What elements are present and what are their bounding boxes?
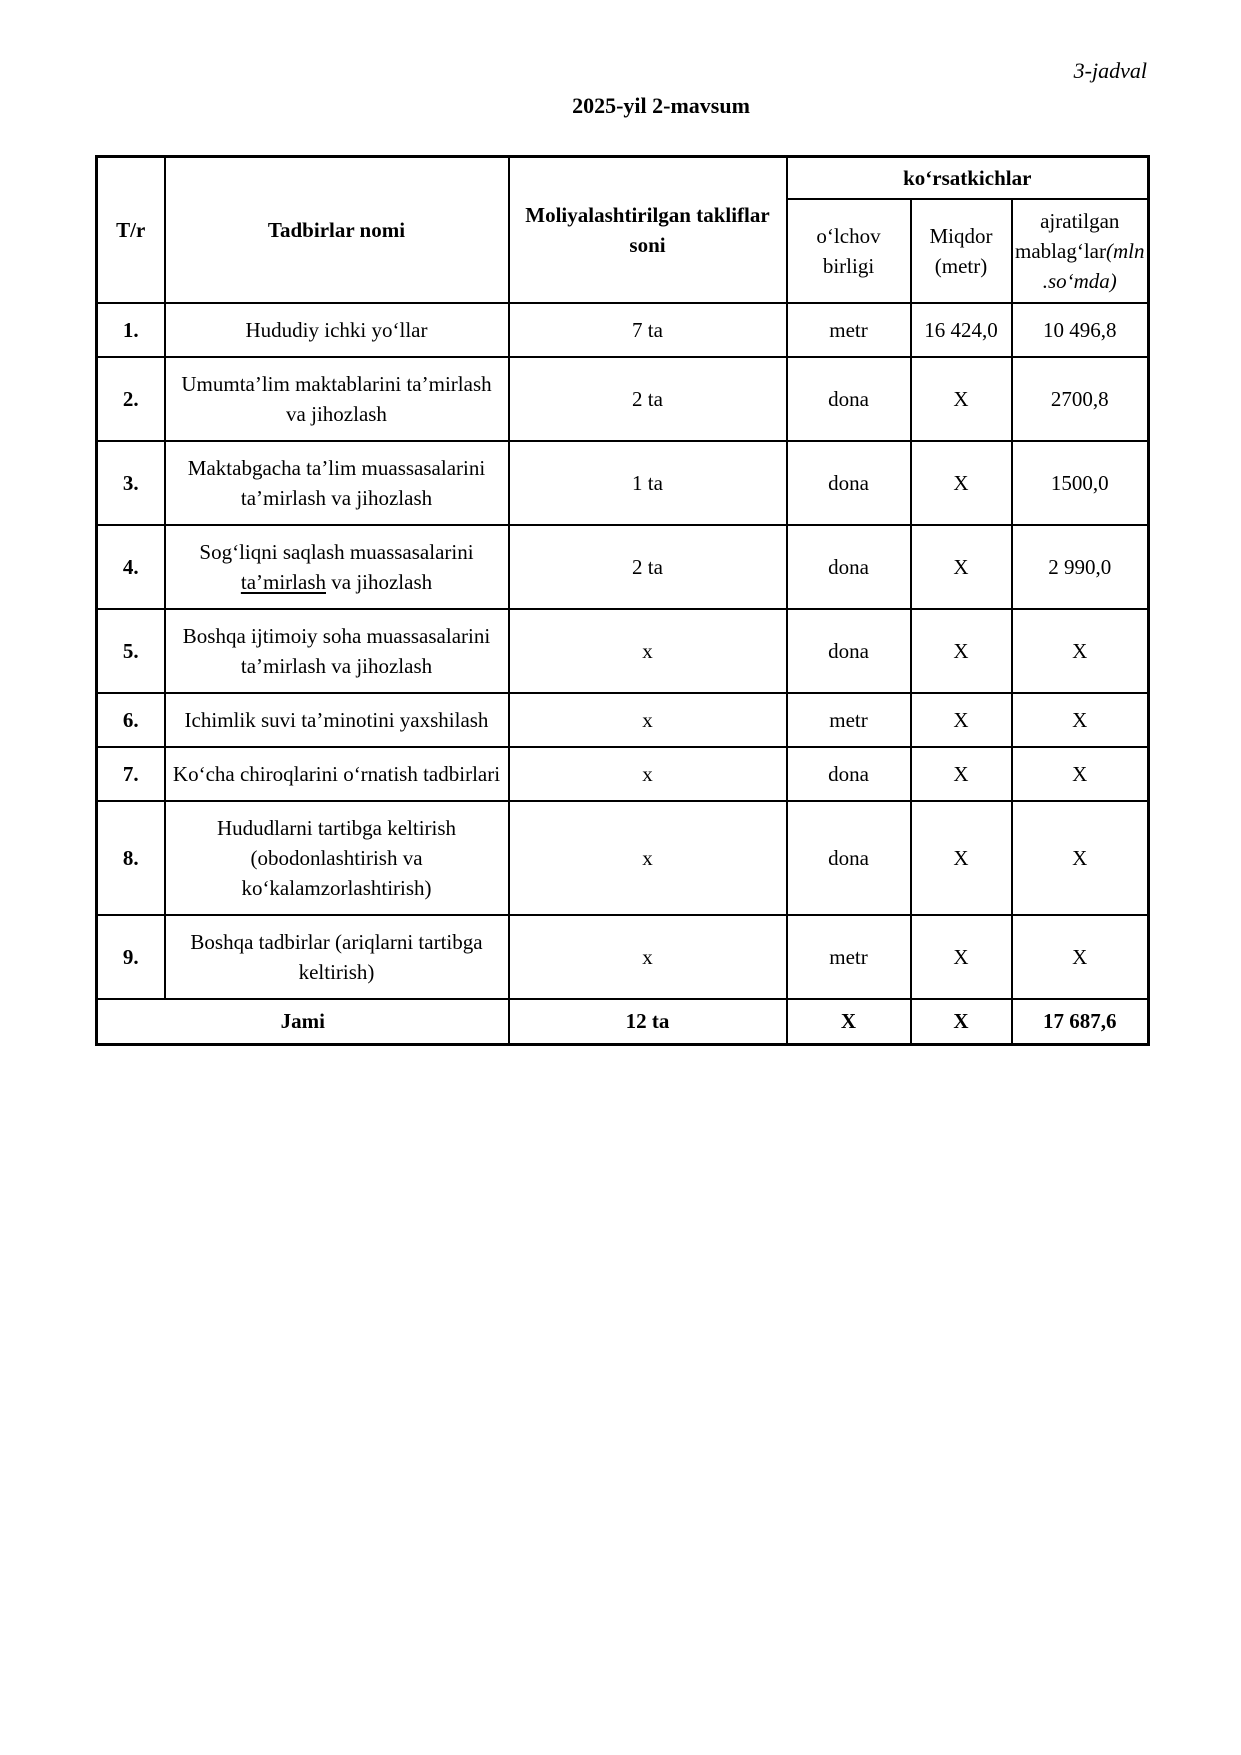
row-quantity: X [911, 801, 1012, 915]
row-unit: dona [787, 801, 911, 915]
row-unit: metr [787, 693, 911, 747]
row-proposals: x [509, 747, 787, 801]
header-cell-unit: o‘lchov birligi [787, 199, 911, 303]
row-number: 6. [97, 693, 165, 747]
row-proposals: x [509, 801, 787, 915]
row-name [165, 801, 509, 915]
table-row [97, 441, 1149, 525]
header-cell-name: Tadbirlar nomi [165, 157, 509, 303]
header-cell-proposals: Moliyalashtirilgan takliflar soni [509, 157, 787, 303]
total-proposals: 12 ta [509, 999, 787, 1045]
header-cell-quantity: Miqdor (metr) [911, 199, 1012, 303]
row-quantity: X [911, 525, 1012, 609]
row-name-segment: Boshqa tadbirlar (ariqlarni tartibga keltirish) [190, 929, 483, 984]
row-name-segment: Ichimlik suvi ta’minotini yaxshilash [184, 707, 489, 732]
row-unit: dona [787, 747, 911, 801]
row-proposals: 2 ta [509, 525, 787, 609]
row-unit: metr [787, 915, 911, 999]
row-unit: dona [787, 441, 911, 525]
table-row [97, 915, 1149, 999]
row-number: 7. [97, 747, 165, 801]
table-row [97, 303, 1149, 357]
header-funds-italic-text: (mln.so‘mda) [1042, 238, 1145, 293]
row-proposals: x [509, 609, 787, 693]
row-name-segment: va jihozlash [326, 569, 433, 594]
row-name [165, 357, 509, 441]
table-header [97, 157, 1149, 303]
table-row [97, 747, 1149, 801]
row-funds: X [1012, 747, 1149, 801]
row-name-segment: Ko‘cha chiroqlarini o‘rnatish tadbirlari [172, 761, 501, 786]
row-unit: dona [787, 609, 911, 693]
row-name-segment: Sog‘liqni saqlash muassasalarini [199, 539, 474, 564]
row-unit: metr [787, 303, 911, 357]
row-unit: dona [787, 357, 911, 441]
row-name-segment: Hududiy ichki yo‘llar [245, 317, 428, 342]
row-quantity: X [911, 357, 1012, 441]
row-name-segment: Maktabgacha ta’lim muassasalarini ta’mirlash va jihozlash [187, 455, 486, 510]
row-funds: X [1012, 609, 1149, 693]
table-row [97, 357, 1149, 441]
row-proposals: x [509, 915, 787, 999]
row-name-segment: Hududlarni tartibga keltirish (obodonlashtirish va ko‘kalamzorlashtirish) [216, 815, 457, 900]
row-funds: X [1012, 915, 1149, 999]
row-number: 8. [97, 801, 165, 915]
row-quantity: X [911, 747, 1012, 801]
row-name [165, 303, 509, 357]
page-title: 2025-yil 2-mavsum [572, 93, 750, 118]
row-number: 9. [97, 915, 165, 999]
row-name [165, 609, 509, 693]
table-row [97, 525, 1149, 609]
row-number: 5. [97, 609, 165, 693]
header-group-row [97, 157, 1149, 199]
header-funds-normal-text: ajratilgan mablag‘lar [1015, 208, 1120, 263]
row-quantity: X [911, 441, 1012, 525]
row-number: 1. [97, 303, 165, 357]
row-funds: 2 990,0 [1012, 525, 1149, 609]
row-proposals: 7 ta [509, 303, 787, 357]
row-name-segment: Boshqa ijtimoiy soha muassasalarini ta’mirlash va jihozlash [182, 623, 491, 678]
row-quantity: 16 424,0 [911, 303, 1012, 357]
row-name-underlined-segment: ta’mirlash [240, 569, 326, 594]
table-body [97, 303, 1149, 999]
total-label: Jami [97, 999, 509, 1045]
row-number: 4. [97, 525, 165, 609]
total-unit: X [787, 999, 911, 1045]
table-row [97, 609, 1149, 693]
total-quantity: X [911, 999, 1012, 1045]
row-name [165, 525, 509, 609]
row-quantity: X [911, 915, 1012, 999]
row-proposals: x [509, 693, 787, 747]
table-row [97, 693, 1149, 747]
row-funds: X [1012, 801, 1149, 915]
row-number: 2. [97, 357, 165, 441]
header-cell-indicators-group: ko‘rsatkichlar [787, 157, 1149, 199]
table-row [97, 801, 1149, 915]
row-quantity: X [911, 693, 1012, 747]
row-number: 3. [97, 441, 165, 525]
row-proposals: 2 ta [509, 357, 787, 441]
row-funds: 2700,8 [1012, 357, 1149, 441]
row-funds: 10 496,8 [1012, 303, 1149, 357]
row-name [165, 693, 509, 747]
total-row [97, 999, 1149, 1045]
measures-table [95, 155, 1150, 1046]
row-name [165, 441, 509, 525]
row-name-segment: Umumta’lim maktablarini ta’mirlash va jihozlash [181, 371, 492, 426]
header-cell-funds [1012, 199, 1149, 303]
row-quantity: X [911, 609, 1012, 693]
row-proposals: 1 ta [509, 441, 787, 525]
row-name [165, 915, 509, 999]
table-footer [97, 999, 1149, 1045]
header-cell-tr: T/r [97, 157, 165, 303]
row-name [165, 747, 509, 801]
row-funds: X [1012, 693, 1149, 747]
row-funds: 1500,0 [1012, 441, 1149, 525]
total-funds: 17 687,6 [1012, 999, 1149, 1045]
row-unit: dona [787, 525, 911, 609]
table-reference-label: 3-jadval [1073, 58, 1147, 83]
